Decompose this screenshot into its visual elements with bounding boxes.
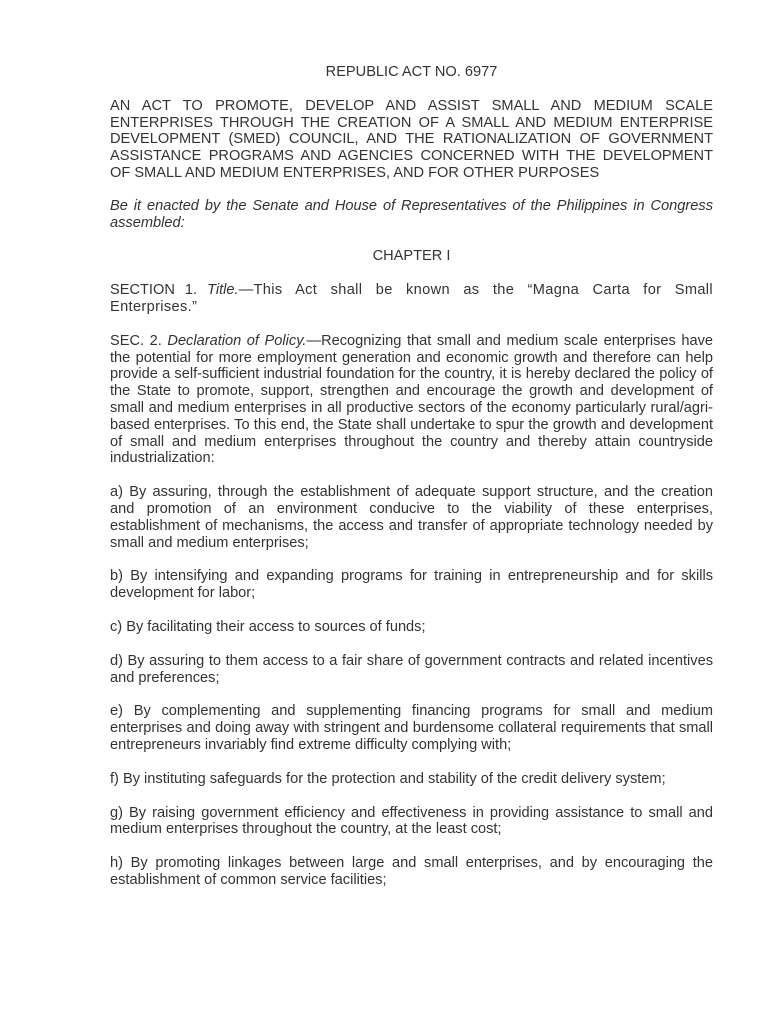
- long-title: AN ACT TO PROMOTE, DEVELOP AND ASSIST SMALL AND MEDIUM SCALE ENTERPRISES THROUGH THE CREATION OF A SMALL AND MEDIUM ENTERPRISE DEVELOPMENT (SMED) COUNCIL, AND THE RATIONALIZATION OF GOVERNMENT ASSISTANCE PROGRAMS AND AGENCIES CONCERNED WITH THE DEVELOPMENT OF SMALL AND MEDIUM ENTERPRISES, AND FOR OTHER PURPOSES: [110, 97, 713, 181]
- section-1-label: SECTION 1.: [110, 282, 208, 299]
- section-1-text: —This Act shall be known as the “Magna Carta for Small Enterprises.”: [110, 282, 713, 315]
- act-number-heading: REPUBLIC ACT NO. 6977: [325, 64, 498, 80]
- chapter-heading: CHAPTER I: [372, 248, 451, 265]
- section-2-label: SEC. 2.: [110, 332, 168, 349]
- section-2: [110, 333, 713, 467]
- policy-item-c: c) By facilitating their access to sources of funds;: [110, 618, 426, 635]
- section-2-text: —Recognizing that small and medium scale enterprises have the potential for more employment generation and economic growth and therefore can help provide a self-sufficient industrial foundation for the country, it is hereby declared the policy of the State to promote, support, strengthen and encourage the growth and development of small and medium enterprises in all productive sectors of the economy particularly rural/agri-based enterprises. To this end, the State shall undertake to spur the growth and development of small and medium enterprises throughout the country and thereby attain countryside industrialization:: [110, 332, 714, 467]
- policy-item-d: d) By assuring to them access to a fair share of government contracts and related incentives and preferences;: [110, 652, 713, 686]
- section-1: [110, 282, 713, 316]
- policy-item-f: f) By instituting safeguards for the protection and stability of the credit delivery system;: [110, 770, 666, 787]
- section-2-heading: Declaration of Policy.: [167, 332, 307, 349]
- policy-item-g: g) By raising government efficiency and effectiveness in providing assistance to small and medium enterprises throughout the country, at the least cost;: [110, 804, 713, 838]
- enacting-clause: Be it enacted by the Senate and House of Representatives of the Philippines in Congress assembled:: [110, 197, 713, 231]
- policy-item-e: e) By complementing and supplementing financing programs for small and medium enterprises and doing away with stringent and burdensome collateral requirements that small entrepreneurs invariably find extreme difficulty complying with;: [110, 703, 713, 753]
- document-page: [110, 64, 713, 906]
- section-1-heading: Title.: [207, 282, 239, 299]
- policy-item-a: a) By assuring, through the establishment of adequate support structure, and the creation and promotion of an environment conducive to the viability of these enterprises, establishment of mechanisms, the access and transfer of appropriate technology needed by small and medium enterprises;: [110, 484, 713, 551]
- policy-item-h: h) By promoting linkages between large and small enterprises, and by encouraging the establishment of common service facilities;: [110, 855, 713, 888]
- policy-item-b: b) By intensifying and expanding programs for training in entrepreneurship and for skills development for labor;: [110, 568, 713, 602]
